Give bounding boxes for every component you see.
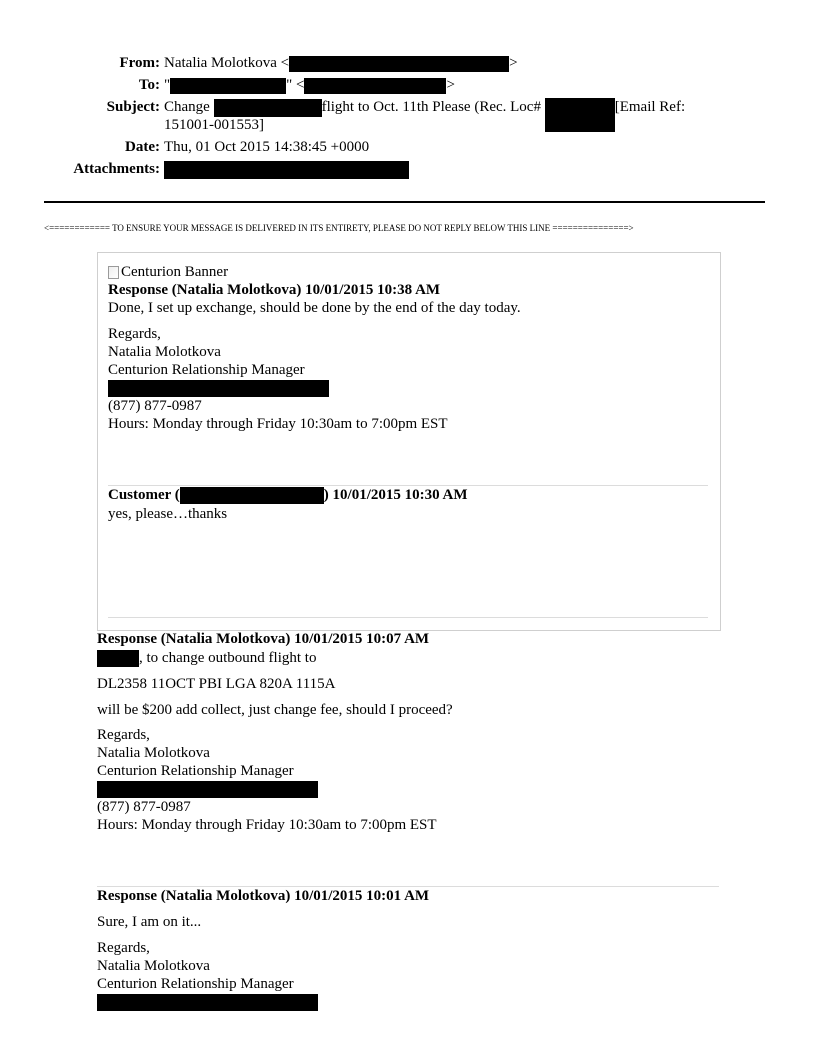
msg3-redaction bbox=[97, 993, 318, 1011]
subject-part1: Change bbox=[164, 99, 210, 115]
msg2-line2: DL2358 11OCT PBI LGA 820A 1115A bbox=[97, 676, 336, 692]
msg2-line1-text: , to change outbound flight to bbox=[139, 650, 317, 666]
msg3-body: Sure, I am on it... bbox=[97, 914, 202, 930]
to-value bbox=[164, 76, 455, 94]
from-name: Natalia Molotkova < bbox=[164, 55, 290, 71]
from-close: > bbox=[509, 55, 518, 71]
date-label: Date: bbox=[125, 139, 160, 155]
msg1-title: Centurion Relationship Manager bbox=[108, 362, 305, 378]
customer-body: yes, please…thanks bbox=[108, 506, 228, 522]
subject-part2: flight to Oct. 11th Please (Rec. Loc# bbox=[321, 99, 541, 115]
msg2-phone: (877) 877-0987 bbox=[97, 799, 191, 815]
msg1-redaction bbox=[108, 379, 329, 397]
redaction bbox=[545, 98, 615, 132]
to-label: To: bbox=[138, 77, 160, 93]
subject-part3: [Email Ref: bbox=[614, 99, 686, 115]
msg2-redaction bbox=[97, 780, 318, 798]
customer-heading bbox=[108, 486, 468, 504]
msg1-heading: Response (Natalia Molotkova) 10/01/2015 10:38 AM bbox=[108, 282, 441, 298]
attachments-value bbox=[164, 160, 409, 179]
from-label: From: bbox=[119, 55, 160, 71]
msg3-name: Natalia Molotkova bbox=[97, 958, 210, 974]
to-mid: " < bbox=[286, 77, 305, 93]
redaction bbox=[164, 161, 409, 179]
customer-open: Customer ( bbox=[108, 487, 180, 503]
msg3-title: Centurion Relationship Manager bbox=[97, 976, 294, 992]
to-open-quote: " bbox=[164, 77, 171, 93]
date-value: Thu, 01 Oct 2015 14:38:45 +0000 bbox=[164, 139, 370, 155]
msg3-regards: Regards, bbox=[97, 940, 150, 956]
redaction bbox=[170, 78, 286, 94]
msg3-heading: Response (Natalia Molotkova) 10/01/2015 10:01 AM bbox=[97, 888, 430, 904]
msg2-line3: will be $200 add collect, just change fee, should I proceed? bbox=[97, 702, 453, 718]
msg2-heading: Response (Natalia Molotkova) 10/01/2015 10:07 AM bbox=[97, 631, 430, 647]
email-header bbox=[0, 54, 816, 184]
to-close: > bbox=[446, 77, 455, 93]
attachments-label: Attachments: bbox=[73, 161, 160, 177]
msg1-regards: Regards, bbox=[108, 326, 161, 342]
msg1-body: Done, I set up exchange, should be done by the end of the day today. bbox=[108, 300, 521, 316]
msg2-hours: Hours: Monday through Friday 10:30am to 7:00pm EST bbox=[97, 817, 437, 833]
msg2-name: Natalia Molotkova bbox=[97, 745, 210, 761]
banner-alt-text: Centurion Banner bbox=[121, 264, 229, 280]
subject-line2: 151001-001553] bbox=[164, 117, 264, 133]
msg1-name: Natalia Molotkova bbox=[108, 344, 221, 360]
msg2-line1 bbox=[97, 649, 316, 667]
broken-image-icon bbox=[108, 266, 119, 279]
redaction bbox=[304, 78, 446, 94]
from-value bbox=[164, 54, 518, 72]
customer-close: ) 10/01/2015 10:30 AM bbox=[323, 487, 468, 503]
redaction bbox=[180, 487, 324, 504]
subject-label: Subject: bbox=[106, 99, 160, 115]
msg2-title: Centurion Relationship Manager bbox=[97, 763, 294, 779]
separator bbox=[108, 617, 708, 618]
msg1-hours: Hours: Monday through Friday 10:30am to 7:00pm EST bbox=[108, 416, 448, 432]
header-divider bbox=[44, 201, 765, 203]
msg2-regards: Regards, bbox=[97, 727, 150, 743]
redaction bbox=[97, 650, 139, 667]
msg1-phone: (877) 877-0987 bbox=[108, 398, 202, 414]
redaction bbox=[289, 56, 509, 72]
redaction bbox=[214, 99, 322, 117]
reply-notice: <============ TO ENSURE YOUR MESSAGE IS DELIVERED IN ITS ENTIRETY, PLEASE DO NOT REPLY BELOW THIS LINE ===============> bbox=[44, 223, 634, 233]
